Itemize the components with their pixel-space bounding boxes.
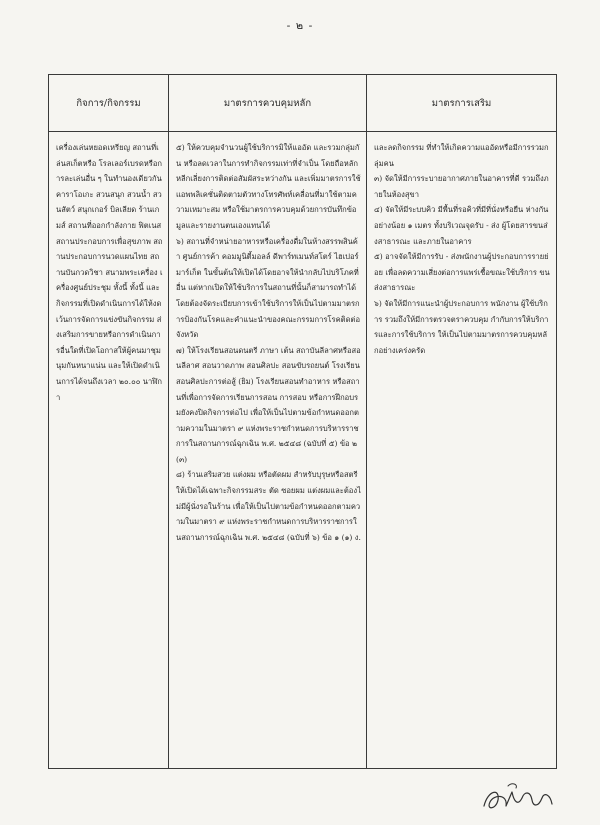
main-measure-7: ๗) ให้โรงเรียนสอนดนตรี ภาษา เต้น สถาบันลีลาศหรือสอนลีลาศ สอนวาดภาพ สอนศิลปะ สอนขับรถยนต์ โรงเรียนสอนศิลปะการต่อสู้ (ยิม) โรงเรียนสอนทำอาหาร หรือสถานที่เพื่อการจัดการเรียนการสอน การสอบ หรือการฝึกอบรมยังคงปิดกิจการต่อไป เพื่อให้เป็นไปตามข้อกำหนดออกตามความในมาตรา ๙ แห่งพระราชกำหนดการบริหารราชการในสถานการณ์ฉุกเฉิน พ.ศ. ๒๕๔๘ (ฉบับที่ ๕) ข้อ ๒ (๓) bbox=[176, 345, 361, 464]
main-measures-cell bbox=[169, 132, 367, 769]
extra-measure-6: ๖) จัดให้มีการแนะนำผู้ประกอบการ พนักงาน ผู้ใช้บริการ รวมถึงให้มีการตรวจตราควบคุม กำกับการให้บริการและการใช้บริการ ให้เป็นไปตามมาตรการควบคุมหลักอย่างเคร่งครัด bbox=[374, 298, 549, 355]
activity-cell bbox=[49, 132, 169, 769]
header-main-measures: มาตรการควบคุมหลัก bbox=[169, 75, 367, 132]
extra-measure-3: ๓) จัดให้มีการระบายอากาศภายในอาคารที่ดี รวมถึงภายในห้องสุขา bbox=[374, 174, 549, 199]
extra-measure-4: ๔) จัดให้มีระบบคิว มีพื้นที่รอคิวที่มีที่นั่งหรือยืน ห่างกันอย่างน้อย ๑ เมตร ทั้งบริเวณจุดรับ - ส่ง ผู้โดยสารขนส่งสาธารณะ และภายในอาคาร bbox=[374, 205, 549, 246]
table-row bbox=[49, 132, 557, 769]
table-header-row bbox=[49, 75, 557, 132]
header-extra-measures: มาตรการเสริม bbox=[367, 75, 557, 132]
main-measure-6: ๖) สถานที่จำหน่ายอาหารหรือเครื่องดื่มในห้างสรรพสินค้า ศูนย์การค้า คอมมูนิตี้มอลล์ ดีพาร์ทเมนท์สโตร์ ไฮเปอร์มาร์เก็ต ในขั้นต้นให้เปิดได้โดยอาจให้นำกลับไปบริโภคที่อื่น แต่หากเปิดให้ใช้บริการในสถานที่นั้นก็สามารถทำได้ โดยต้องจัดระเบียบการเข้าใช้บริการให้เป็นไปตามมาตรการป้องกันโรคและคำแนะนำของคณะกรรมการโรคติดต่อจังหวัด bbox=[176, 236, 361, 340]
extra-measure-continued: และลดกิจกรรม ที่ทำให้เกิดความแออัดหรือมีการรวมกลุ่มคน bbox=[374, 143, 549, 168]
activity-text: เครื่องเล่นหยอดเหรียญ สถานที่เล่นสเก็ตหรือ โรลเลอร์เบรดหรือการละเล่นอื่น ๆ ในทำนองเดียวกัน คาราโอเกะ สวนสนุก สวนน้ำ สวนสัตว์ สนุกเกอร์ บิลเลียด ร้านเกมส์ สถานที่ออกกำลังกาย ฟิตเนส สถานประกอบการเพื่อสุขภาพ สถานประกอบการนวดแผนไทย สถานบันกวดวิชา สนามพระเครื่อง เครื่องศูนย์ประชุม ทั้งนี้ ทั้งนี้ และกิจกรรมที่เปิดดำเนินการได้ให้งดเว้นการจัดการแข่งขันกิจกรรม ส่งเสริมการขายหรือการดำเนินการอื่นใดที่เปิดโอกาสให้ผู้คนมาชุมนุมกันหนาแน่น และให้เปิดดำเนินการได้จนถึงเวลา ๒๐.๐๐ นาฬิกา bbox=[56, 143, 163, 402]
handwritten-signature bbox=[478, 776, 558, 818]
measures-table bbox=[48, 74, 557, 769]
header-activity: กิจการ/กิจกรรม bbox=[49, 75, 169, 132]
page-number: - ๒ - bbox=[286, 19, 314, 32]
extra-measure-5: ๕) อาจจัดให้มีการรับ - ส่งพนักงานผู้ประกอบการรายย่อย เพื่อลดความเสี่ยงต่อการแพร่เชื้อขณะใช้บริการ ขนส่งสาธารณะ bbox=[374, 252, 550, 293]
extra-measures-cell bbox=[367, 132, 557, 769]
main-measure-8: ๘) ร้านเสริมสวย แต่งผม หรือตัดผม สำหรับบุรุษหรือสตรี ให้เปิดได้เฉพาะกิจกรรมสระ ตัด ซอยผม แต่งผมและต้องไม่มีผู้นั่งรอในร้าน เพื่อให้เป็นไปตามข้อกำหนดออกตามความในมาตรา ๙ แห่งพระราชกำหนดการบริหารราชการในสถานการณ์ฉุกเฉิน พ.ศ. ๒๕๔๘ (ฉบับที่ ๖) ข้อ ๑ (๑) ง. bbox=[176, 470, 361, 542]
main-measure-5: ๕) ให้ควบคุมจำนวนผู้ใช้บริการมิให้แออัด และรวมกลุ่มกัน หรือลดเวลาในการทำกิจกรรมเท่าที่จำเป็น โดยถือหลักหลีกเลี่ยงการติดต่อสัมผัสระหว่างกัน และเพิ่มมาตรการใช้แอพพลิเคชั่นติดตามตัวทางโทรศัพท์เคลื่อนที่มาใช้ตามความเหมาะสม หรือใช้มาตรการควบคุมด้วยการบันทึกข้อมูลและรายงานตนเองแทนได้ bbox=[176, 143, 361, 230]
